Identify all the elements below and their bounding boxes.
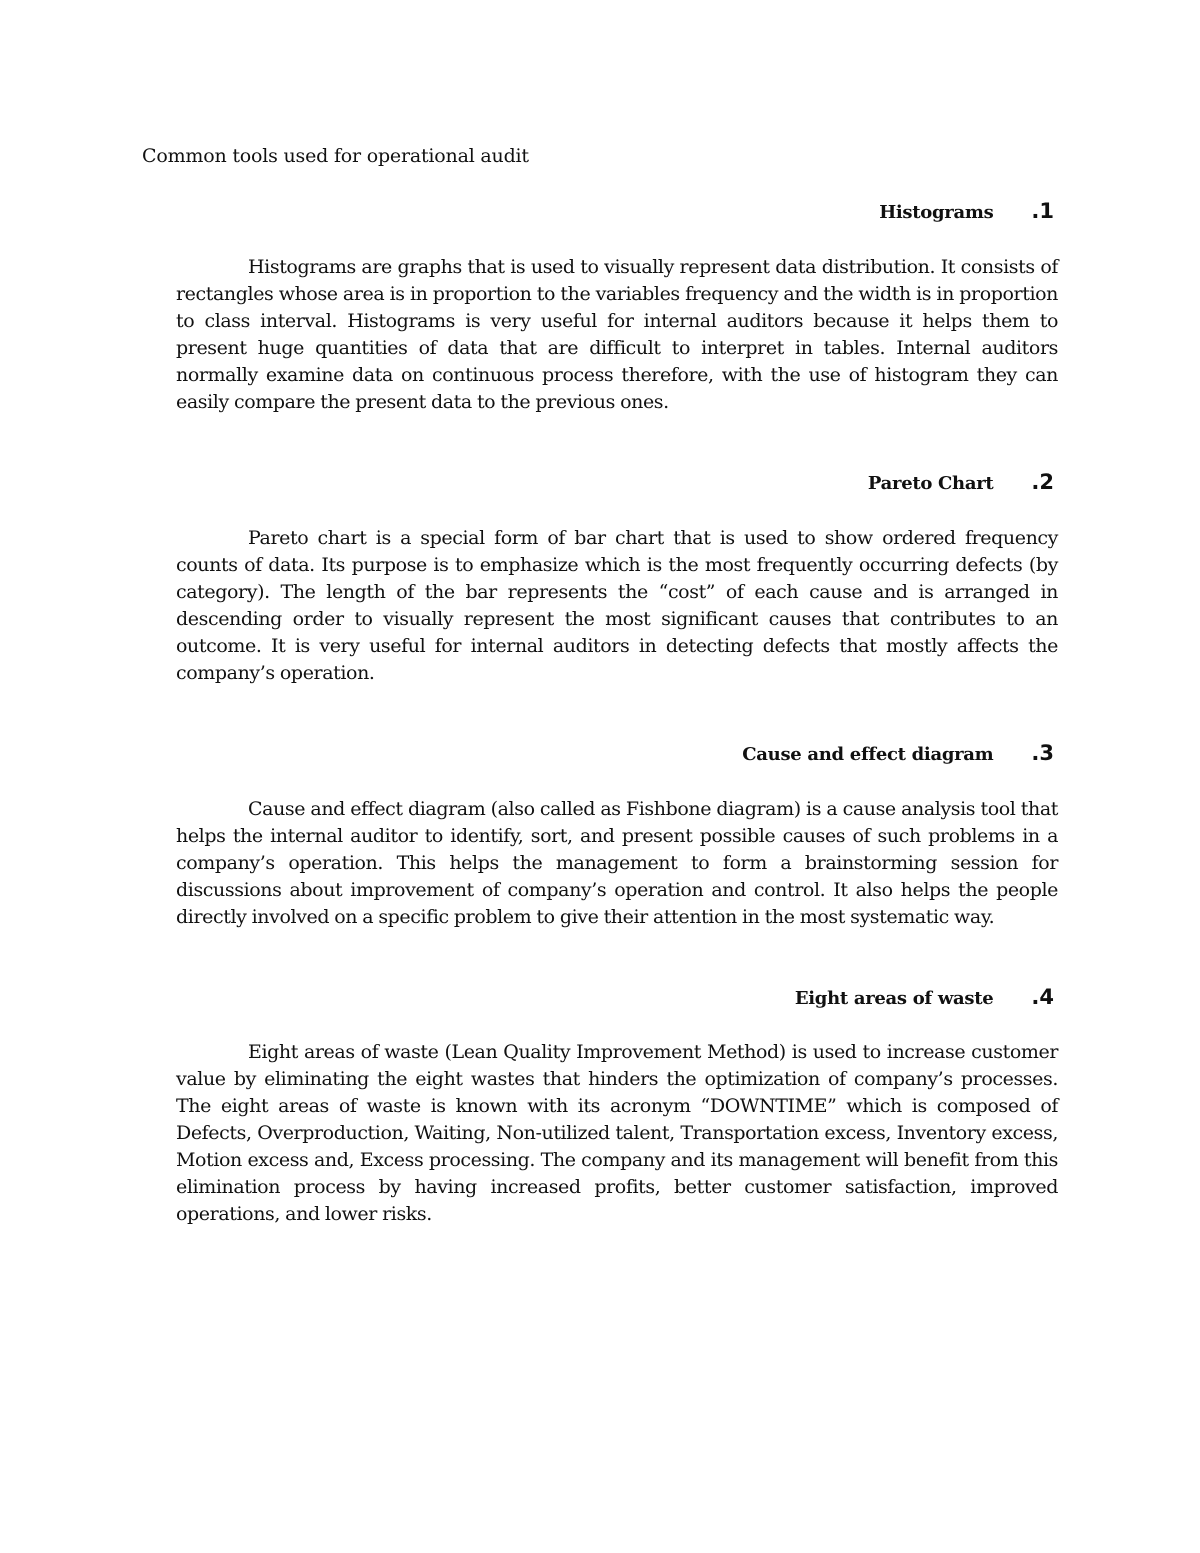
document-title: Common tools used for operational audit (142, 145, 529, 167)
section-heading-pareto-chart (868, 470, 1054, 494)
section-heading-text: Eight areas of waste (794, 988, 994, 1009)
section-heading-cause-and-effect (742, 741, 1054, 765)
section-paragraph-cause-and-effect: Cause and effect diagram (also called as Fishbone diagram) is a cause analysis tool that helps the internal auditor to identify, sort, and present possible causes of such problems in a company’s operation. This helps the management to form a brainstorming session for discussions about improvement of company’s operation and control. It also helps the people directly involved on a specific problem to give their attention in the most systematic way. (176, 798, 1058, 928)
section-paragraph-eight-areas-of-waste: Eight areas of waste (Lean Quality Improvement Method) is used to increase customer value by eliminating the eight wastes that hinders the optimization of company’s processes. The eight areas of waste is known with its acronym “DOWNTIME” which is composed of Defects, Overproduction, Waiting, Non-utilized talent, Transportation excess, Inventory excess, Motion excess and, Excess processing. The company and its management will benefit from this elimination process by having increased profits, better customer satisfaction, improved operations, and lower risks. (176, 1041, 1058, 1225)
section-heading-eight-areas-of-waste (795, 985, 1054, 1009)
section-number: .3 (1031, 741, 1054, 765)
section-number: .4 (1031, 985, 1054, 1009)
section-paragraph-pareto-chart: Pareto chart is a special form of bar chart that is used to show ordered frequency counts of data. Its purpose is to emphasize which is the most frequently occurring defects (by category). The length of the bar represents the “cost” of each cause and is arranged in descending order to visually represent the most significant causes that contributes to an outcome. It is very useful for internal auditors in detecting defects that mostly affects the company’s operation. (176, 527, 1058, 684)
section-number: .1 (1031, 199, 1054, 223)
section-heading-text: Histograms (879, 202, 994, 223)
section-heading-text: Cause and effect diagram (742, 744, 994, 765)
section-heading-text: Pareto Chart (867, 473, 994, 494)
section-heading-histograms (879, 199, 1054, 223)
section-paragraph-histograms: Histograms are graphs that is used to visually represent data distribution. It consists of rectangles whose area is in proportion to the variables frequency and the width is in proportion to class interval. Histograms is very useful for internal auditors because it helps them to present huge quantities of data that are difficult to interpret in tables. Internal auditors normally examine data on continuous process therefore, with the use of histogram they can easily compare the present data to the previous ones. (176, 256, 1058, 413)
section-number: .2 (1031, 470, 1054, 494)
